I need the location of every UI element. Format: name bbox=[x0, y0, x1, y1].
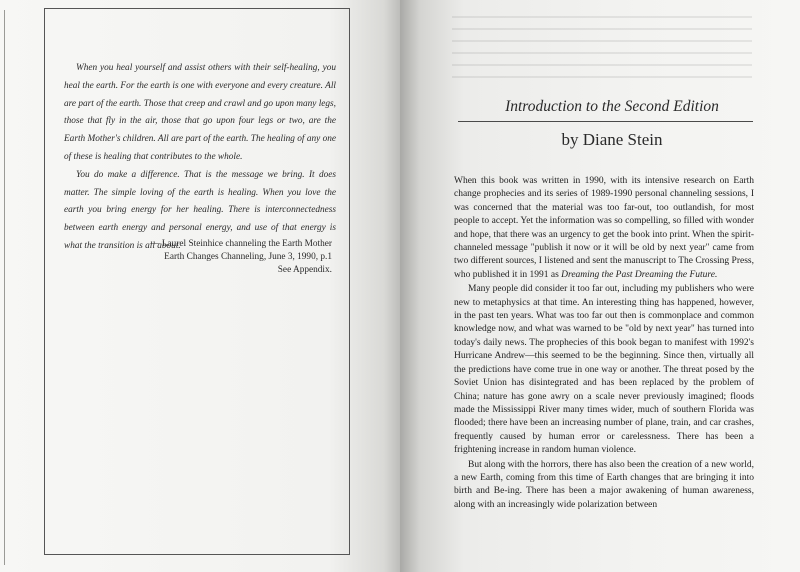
attribution-line-3: See Appendix. bbox=[277, 265, 332, 276]
body-paragraph-2: Many people did consider it too far out, including my publishers who were new to metaphysics at that time. An interesting thing has happened, however, in the past ten years. What was too far out then is commonplace and common knowledge now, and what was warned to be "old by next year" has turned into today's daily news. The prophecies of this book began to manifest with 1992's Hurricane Andrew—this seemed to be the beginning. Since then, virtually all the predictions have come true in one way or another. The threat posed by the Soviet Union has disintegrated and has been replaced by the problem of China; nature has gone awry on a scale never previously imagined; floods made the Mississippi River many times wider, much of southern Florida was flooded; there have been an increasing number of plane, train, and car crashes, frequently caused by human error or carelessness. There has been a frightening increase in random human violence. bbox=[454, 284, 754, 456]
book-title: Dreaming the Past Dreaming the Future. bbox=[561, 269, 718, 280]
show-through-text bbox=[452, 10, 752, 80]
chapter-body bbox=[454, 175, 754, 513]
epigraph bbox=[64, 60, 336, 256]
body-paragraph-1 bbox=[454, 175, 754, 282]
epigraph-paragraph-2: You do make a difference. That is the message we bring. It does matter. The simple loving of the earth is healing. When you love the earth you bring energy for her healing. There is interconnectedness between earth energy and personal energy, and use of that energy is what the transition is all about. bbox=[64, 169, 336, 251]
scan-edge bbox=[4, 10, 5, 565]
epigraph-attribution bbox=[120, 238, 332, 278]
attribution-line-1: — Laurel Steinhice channeling the Earth Mother bbox=[150, 239, 332, 249]
paragraph-1-text: When this book was written in 1990, with its intensive research on Earth change prophecies and its series of 1989-1990 personal channeling sessions, I was concerned that the material was too far-out, too outlandish, for most people to accept. Yet the information was so compelling, so filled with wonder and hope, that there was an urgency to get the book into print. When the spirit-channeled message "publish it now or it will be old by next year" came from two different sources, I listened and sent the manuscript to The Crossing Press, who published it in 1991 as bbox=[454, 176, 754, 280]
attribution-line-2: Earth Changes Channeling, June 3, 1990, p.1 bbox=[164, 252, 332, 263]
heading-rule bbox=[458, 121, 753, 122]
body-paragraph-3: But along with the horrors, there has also been the creation of a new world, a new Earth, coming from this time of Earth changes that are bringing it into birth and Be-ing. There has been a major awakening of human awareness, along with an increasingly wide polarization between bbox=[454, 459, 754, 510]
chapter-author: by Diane Stein bbox=[561, 130, 663, 149]
chapter-heading: Introduction to the Second Edition bbox=[505, 98, 719, 115]
epigraph-paragraph-1: When you heal yourself and assist others with their self-healing, you heal the earth. For the earth is one with everyone and every creature. All are part of the earth. Those that creep and crawl and go upon many legs, those that fly in the air, those that go upon four legs or two, are the Earth Mother's children. All are part of the earth. The healing of any one of these is healing that contributes to the whole. bbox=[64, 63, 336, 162]
